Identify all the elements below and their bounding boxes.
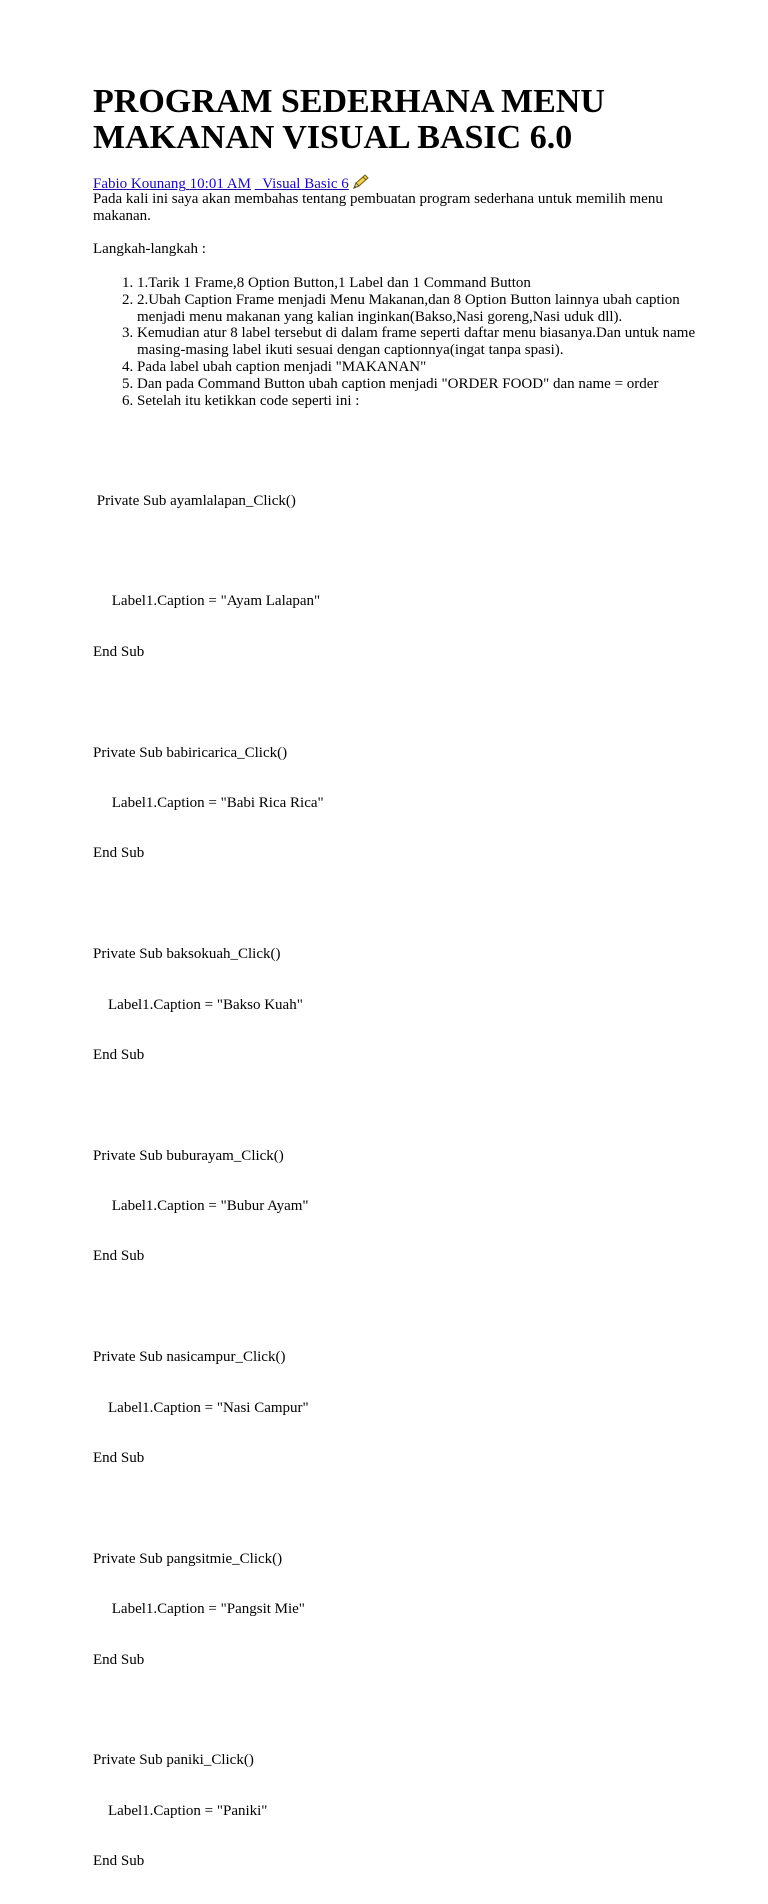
code-line: Private Sub buburayam_Click() — [93, 1147, 284, 1164]
intro-paragraph: Pada kali ini saya akan membahas tentang pembuatan program sederhana untuk memilih menu makanan. — [93, 191, 663, 224]
code-line — [93, 1299, 324, 1316]
code-line — [93, 694, 324, 711]
code-line: Private Sub baksokuah_Click() — [93, 946, 281, 963]
code-line — [93, 1097, 324, 1114]
post-title: PROGRAM SEDERHANA MENU MAKANAN VISUAL BASIC 6.0 — [93, 83, 605, 156]
code-line: Private Sub pangsitmie_Click() — [93, 1550, 283, 1567]
code-line: End Sub — [93, 1450, 145, 1467]
list-item: 5. Dan pada Command Button ubah caption menjadi "ORDER FOOD" dan name = order — [137, 376, 707, 393]
code-line: Label1.Caption = "Pangsit Mie" — [93, 1601, 305, 1618]
code-line: Private Sub ayamlalapan_Click() — [93, 492, 296, 509]
code-line: Private Sub babiricarica_Click() — [93, 744, 288, 761]
code-line: Private Sub nasicampur_Click() — [93, 1349, 286, 1366]
code-line: Label1.Caption = "Nasi Campur" — [93, 1399, 309, 1416]
steps-heading: Langkah-langkah : — [93, 241, 206, 257]
code-line — [93, 543, 324, 560]
code-line — [93, 1500, 324, 1517]
list-item: 3. Kemudian atur 8 label tersebut di dalam frame seperti daftar menu biasanya.Dan untuk name masing-masing label ikuti sesuai dengan captionnya(ingat tanpa spasi). — [137, 325, 707, 359]
list-item: 6. Setelah itu ketikkan code seperti ini : — [137, 393, 707, 410]
code-line: End Sub — [93, 1651, 145, 1668]
code-line: End Sub — [93, 845, 145, 862]
steps-list — [93, 275, 707, 409]
code-line: Label1.Caption = "Bubur Ayam" — [93, 1198, 309, 1215]
code-line: End Sub — [93, 1046, 145, 1063]
code-line: Label1.Caption = "Paniki" — [93, 1802, 268, 1819]
code-line: Label1.Caption = "Babi Rica Rica" — [93, 794, 324, 811]
code-line — [93, 1702, 324, 1719]
code-line: Private Sub paniki_Click() — [93, 1752, 254, 1769]
author-link[interactable]: Fabio Kounang 10:01 AM — [93, 176, 251, 192]
code-line: Label1.Caption = "Ayam Lalapan" — [93, 593, 321, 610]
code-line: End Sub — [93, 643, 145, 660]
list-item: 4. Pada label ubah caption menjadi "MAKANAN" — [137, 359, 707, 376]
label-link[interactable]: Visual Basic 6 — [262, 176, 349, 192]
list-item: 2. 2.Ubah Caption Frame menjadi Menu Makanan,dan 8 Option Button lainnya ubah caption menjadi menu makanan yang kalian inginkan(Bakso,Nasi goreng,Nasi uduk dll). — [137, 292, 707, 326]
code-line: Label1.Caption = "Bakso Kuah" — [93, 996, 303, 1013]
code-line — [93, 896, 324, 913]
code-line: End Sub — [93, 1853, 145, 1870]
list-item: 1. 1.Tarik 1 Frame,8 Option Button,1 Label dan 1 Command Button — [137, 275, 707, 292]
code-line: End Sub — [93, 1248, 145, 1265]
code-block — [93, 459, 324, 1904]
